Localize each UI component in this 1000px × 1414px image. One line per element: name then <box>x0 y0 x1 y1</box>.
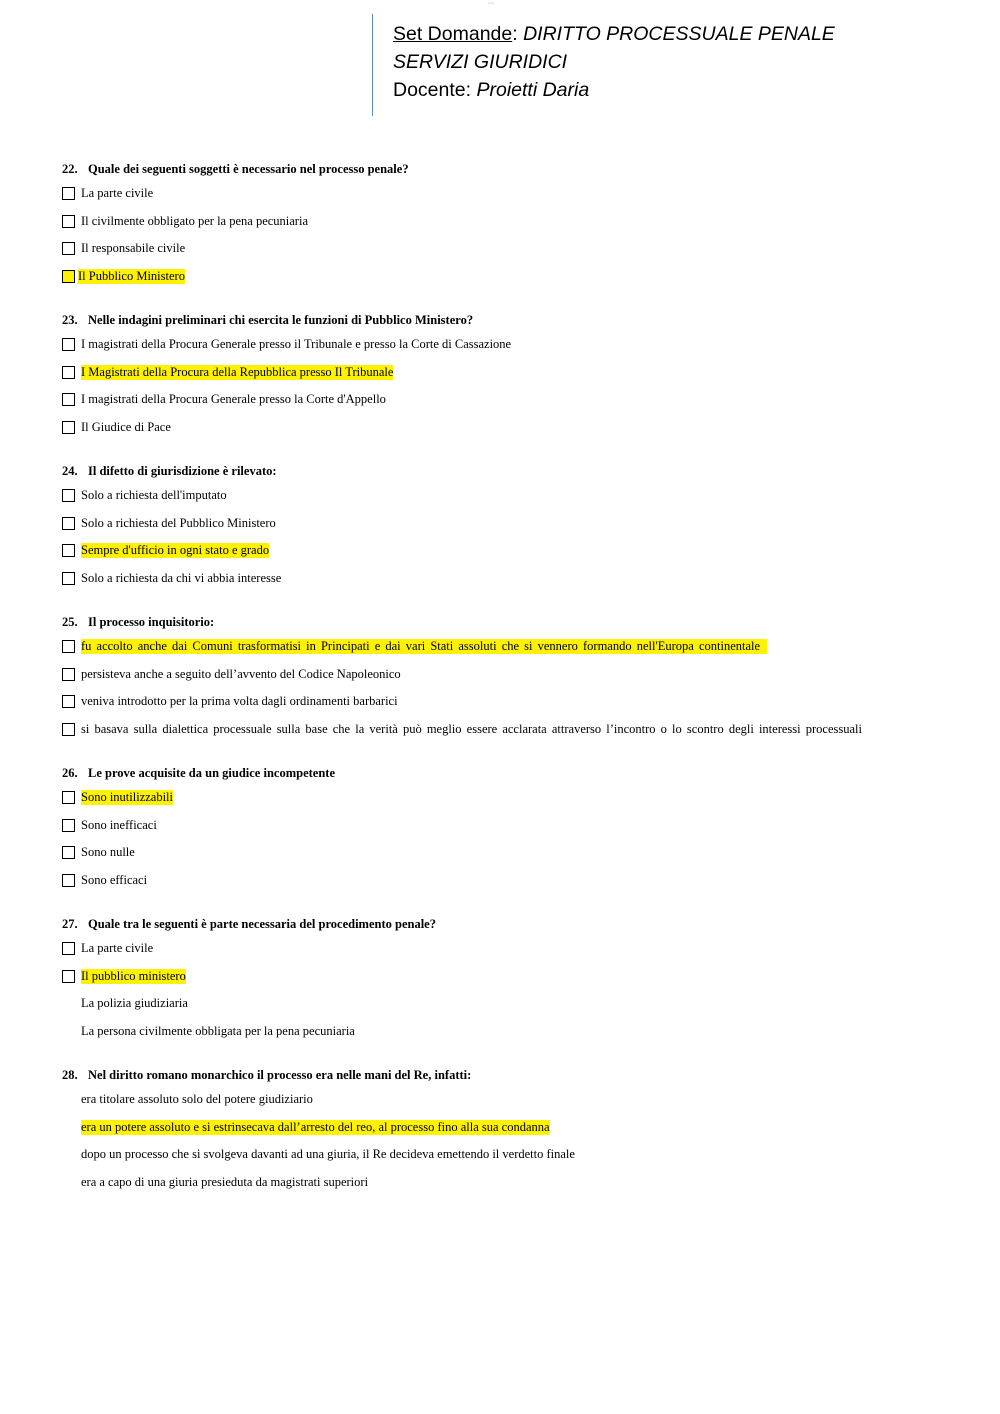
answer-option[interactable] <box>62 867 962 895</box>
answer-option <box>62 1169 962 1197</box>
teacher-name: Proietti Daria <box>476 79 590 101</box>
answer-text: Il responsabile civile <box>81 241 186 256</box>
header-subject-line: Set Domande: DIRITTO PROCESSUALE PENALE <box>393 23 835 45</box>
answer-text: La parte civile <box>81 941 154 956</box>
answer-option[interactable] <box>62 935 962 963</box>
question-23 <box>62 309 962 441</box>
answer-checkbox[interactable] <box>62 517 75 530</box>
answer-checkbox[interactable] <box>62 640 75 653</box>
answer-option[interactable] <box>62 661 962 689</box>
answer-text: Sono nulle <box>81 845 135 860</box>
question-title: 27. Quale tra le seguenti è parte necessaria del procedimento penale? <box>62 917 436 931</box>
answer-checkbox[interactable] <box>62 242 75 255</box>
answer-option <box>62 1018 962 1046</box>
answer-checkbox[interactable] <box>62 366 75 379</box>
answer-text-highlighted: Sono inutilizzabili <box>81 790 174 805</box>
question-27 <box>62 913 962 1045</box>
answer-checkbox[interactable] <box>62 791 75 804</box>
page-mark: ▪▪▪▪▪▪ <box>488 1 495 5</box>
answer-checkbox[interactable] <box>62 970 75 983</box>
answer-option[interactable] <box>62 839 962 867</box>
answer-text: Sono efficaci <box>81 872 148 887</box>
answer-checkbox[interactable] <box>62 270 75 283</box>
answer-checkbox[interactable] <box>62 544 75 557</box>
answer-option-highlighted <box>62 1114 962 1142</box>
answer-option-highlighted[interactable] <box>62 537 962 565</box>
answer-option[interactable] <box>62 208 962 236</box>
answer-option[interactable] <box>62 688 962 716</box>
answer-checkbox[interactable] <box>62 393 75 406</box>
answer-option[interactable] <box>62 331 962 359</box>
answer-option[interactable] <box>62 716 962 744</box>
answer-option[interactable] <box>62 414 962 442</box>
answer-option[interactable] <box>62 180 962 208</box>
answer-checkbox[interactable] <box>62 668 75 681</box>
question-24 <box>62 460 962 592</box>
answer-option-highlighted[interactable] <box>62 263 962 291</box>
answer-option <box>62 1086 962 1114</box>
answer-option[interactable] <box>62 510 962 538</box>
subject-title: DIRITTO PROCESSUALE PENALE <box>523 23 835 45</box>
answer-text: La persona civilmente obbligata per la pena pecuniaria <box>81 1023 355 1038</box>
answer-text-highlighted: I Magistrati della Procura della Repubblica presso Il Tribunale <box>81 364 394 379</box>
answer-text: Il civilmente obbligato per la pena pecuniaria <box>81 213 308 228</box>
question-title: 26. Le prove acquisite da un giudice incompetente <box>62 766 335 780</box>
answer-text: I magistrati della Procura Generale presso il Tribunale e presso la Corte di Cassazione <box>81 337 512 352</box>
answer-text: era a capo di una giuria presieduta da magistrati superiori <box>81 1174 369 1189</box>
answer-checkbox[interactable] <box>62 421 75 434</box>
answer-option-highlighted[interactable] <box>62 784 962 812</box>
answer-text: Solo a richiesta da chi vi abbia interesse <box>81 570 282 585</box>
answer-option <box>62 1141 962 1169</box>
answer-option-highlighted[interactable] <box>62 359 962 387</box>
answer-text-highlighted: Il pubblico ministero <box>81 968 186 983</box>
answer-checkbox[interactable] <box>62 874 75 887</box>
answer-checkbox[interactable] <box>62 187 75 200</box>
question-title: 24. Il difetto di giurisdizione è rilevato: <box>62 464 277 478</box>
answer-text: La polizia giudiziaria <box>81 996 188 1011</box>
answer-text-highlighted: Il Pubblico Ministero <box>78 268 185 283</box>
answer-text: veniva introdotto per la prima volta dagli ordinamenti barbarici <box>81 694 398 709</box>
answer-checkbox[interactable] <box>62 572 75 585</box>
question-26 <box>62 762 962 894</box>
answer-option-highlighted[interactable] <box>62 633 962 661</box>
answer-text: dopo un processo che si svolgeva davanti ad una giuria, il Re decideva emettendo il verdetto finale <box>81 1147 575 1162</box>
answer-checkbox[interactable] <box>62 723 75 736</box>
answer-option-highlighted[interactable] <box>62 963 962 991</box>
header-teacher-line <box>393 76 972 104</box>
answer-checkbox[interactable] <box>62 695 75 708</box>
question-25 <box>62 611 962 743</box>
answer-checkbox[interactable] <box>62 489 75 502</box>
question-list <box>62 158 962 1215</box>
answer-text: Solo a richiesta del Pubblico Ministero <box>81 515 276 530</box>
answer-option <box>62 990 962 1018</box>
answer-text: era titolare assoluto solo del potere giudiziario <box>81 1092 313 1107</box>
answer-text-highlighted: era un potere assoluto e si estrinsecava dall’arresto del reo, al processo fino alla sua condanna <box>81 1119 550 1134</box>
answer-option[interactable] <box>62 386 962 414</box>
question-title: 28. Nel diritto romano monarchico il processo era nelle mani del Re, infatti: <box>62 1068 472 1082</box>
set-label: Set Domande <box>393 23 513 45</box>
answer-checkbox[interactable] <box>62 215 75 228</box>
question-22 <box>62 158 962 290</box>
answer-text-highlighted: Sempre d'ufficio in ogni stato e grado <box>81 543 270 558</box>
answer-text: Solo a richiesta dell'imputato <box>81 488 227 503</box>
answer-text-highlighted: fu accolto anche dai Comuni trasformatisi in Principati e dai vari Stati assoluti che si vennero formando nell'Europa continentale <box>81 639 767 654</box>
subject-subtitle: SERVIZI GIURIDICI <box>393 51 568 73</box>
answer-text: si basava sulla dialettica processuale sulla base che la verità può meglio essere acclarata attraverso l’incontro o lo scontro degli interessi processuali <box>81 721 862 736</box>
document-header <box>372 14 972 116</box>
answer-text: La parte civile <box>81 186 154 201</box>
answer-option[interactable] <box>62 565 962 593</box>
answer-text: I magistrati della Procura Generale presso la Corte d'Appello <box>81 392 386 407</box>
answer-checkbox[interactable] <box>62 338 75 351</box>
teacher-label: Docente: <box>393 79 477 101</box>
answer-option[interactable] <box>62 482 962 510</box>
header-subject-line-2 <box>393 48 972 76</box>
question-title: 22. Quale dei seguenti soggetti è necessario nel processo penale? <box>62 162 409 176</box>
answer-text: persisteva anche a seguito dell’avvento del Codice Napoleonico <box>81 666 401 681</box>
question-title: 23. Nelle indagini preliminari chi esercita le funzioni di Pubblico Ministero? <box>62 313 474 327</box>
answer-checkbox[interactable] <box>62 846 75 859</box>
answer-checkbox[interactable] <box>62 942 75 955</box>
question-28 <box>62 1064 962 1196</box>
answer-text: Sono inefficaci <box>81 817 157 832</box>
answer-option[interactable] <box>62 235 962 263</box>
answer-text: Il Giudice di Pace <box>81 419 171 434</box>
answer-option[interactable] <box>62 812 962 840</box>
question-title: 25. Il processo inquisitorio: <box>62 615 215 629</box>
answer-checkbox[interactable] <box>62 819 75 832</box>
